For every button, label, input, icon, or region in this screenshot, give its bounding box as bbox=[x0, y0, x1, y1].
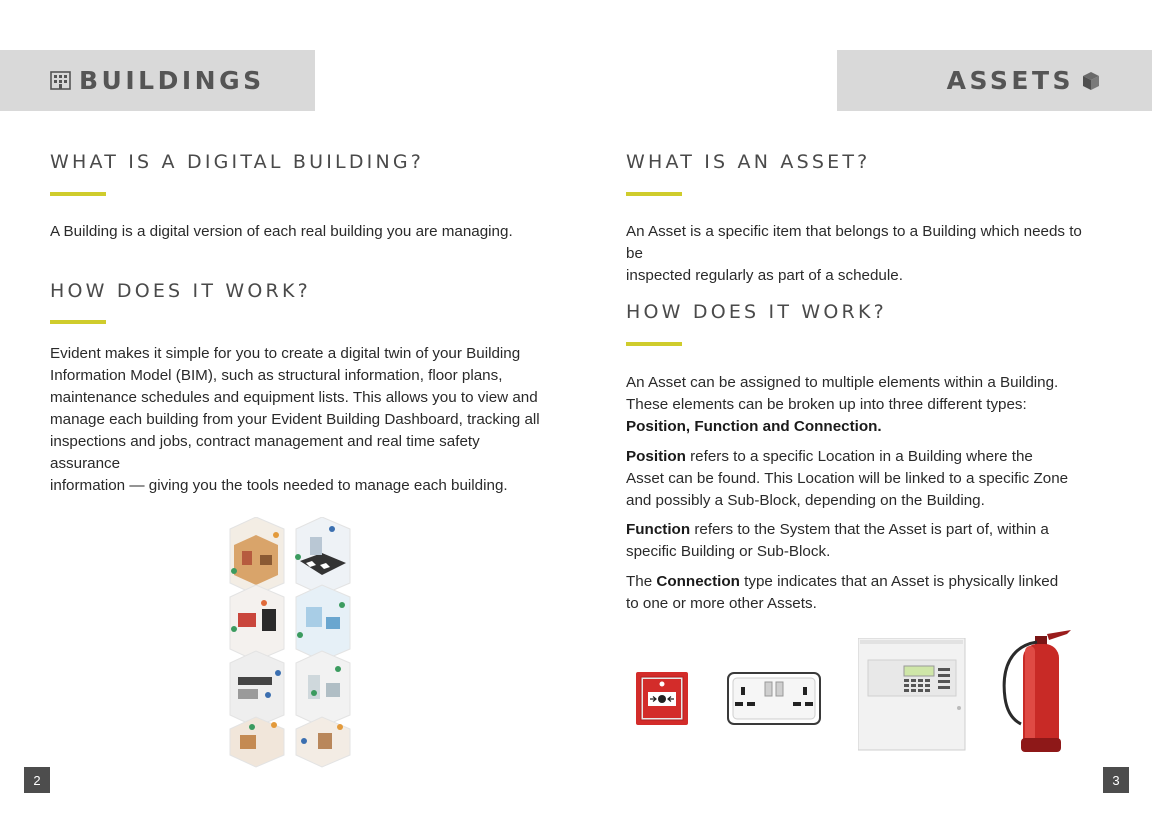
assets-title: ASSETS bbox=[946, 66, 1074, 95]
function-description: Function refers to the System that the Asset is part of, within a specific Building or Sub-Block. bbox=[626, 521, 1049, 560]
asset-types-intro: An Asset can be assigned to multiple elements within a Building. These elements can be broken up into three different types: Position, Function and Connection. bbox=[626, 374, 1059, 435]
connection-description: The Connection type indicates that an Asset is physically linked to one or more other Assets. bbox=[626, 573, 1059, 612]
fire-alarm-call-point-image bbox=[636, 672, 688, 730]
room-block-1 bbox=[230, 517, 284, 595]
asset-description: An Asset is a specific item that belongs to a Building which needs to be inspected regularly as part of a schedule. bbox=[626, 223, 1082, 284]
function-term: Function bbox=[626, 521, 691, 538]
buildings-title: BUILDINGS bbox=[79, 66, 265, 95]
heading-rule bbox=[50, 320, 106, 324]
digital-building-description: A Building is a digital version of each real building you are managing. bbox=[50, 223, 513, 240]
asset-types-list: Position, Function and Connection. bbox=[626, 418, 882, 435]
heading-rule bbox=[626, 342, 682, 346]
digital-building-heading: WHAT IS A DIGITAL BUILDING? bbox=[50, 151, 425, 173]
what-is-asset-heading: WHAT IS AN ASSET? bbox=[626, 151, 871, 173]
room-block-7 bbox=[230, 717, 284, 767]
room-block-3 bbox=[230, 585, 284, 661]
room-block-8 bbox=[296, 717, 350, 767]
isometric-building-illustration bbox=[228, 517, 352, 774]
heading-rule bbox=[626, 192, 682, 196]
buildings-banner bbox=[0, 50, 315, 111]
room-block-4 bbox=[296, 585, 350, 661]
double-socket-image bbox=[727, 672, 821, 730]
room-block-6 bbox=[296, 651, 350, 727]
fire-alarm-control-panel-image bbox=[858, 638, 966, 756]
heading-rule bbox=[50, 192, 106, 196]
fire-extinguisher-image bbox=[1001, 628, 1073, 759]
how-it-works-description-left: Evident makes it simple for you to create a digital twin of your Building Information Model (BIM), such as structural information, floor plans, maintenance schedules and equipment lists. This allows you to view and manage each building from your Evident Building Dashboard, tracking all inspections and jobs, contract management and real time safety assurance information — giving you the tools needed to manage each building. bbox=[50, 345, 540, 494]
position-term: Position bbox=[626, 448, 686, 465]
page-number-right: 3 bbox=[1103, 767, 1129, 793]
how-it-works-heading-left: HOW DOES IT WORK? bbox=[50, 280, 311, 302]
how-it-works-heading-right: HOW DOES IT WORK? bbox=[626, 301, 887, 323]
position-description: Position refers to a specific Location in a Building where the Asset can be found. This Location will be linked to a specific Zone and possibly a Sub-Block, depending on the Building. bbox=[626, 448, 1069, 509]
page-number-left: 2 bbox=[24, 767, 50, 793]
building-icon bbox=[50, 71, 71, 90]
assets-banner bbox=[837, 50, 1152, 111]
connection-term: Connection bbox=[656, 573, 740, 590]
cube-icon bbox=[1082, 71, 1100, 91]
room-block-2 bbox=[295, 517, 350, 595]
room-block-5 bbox=[230, 651, 284, 727]
